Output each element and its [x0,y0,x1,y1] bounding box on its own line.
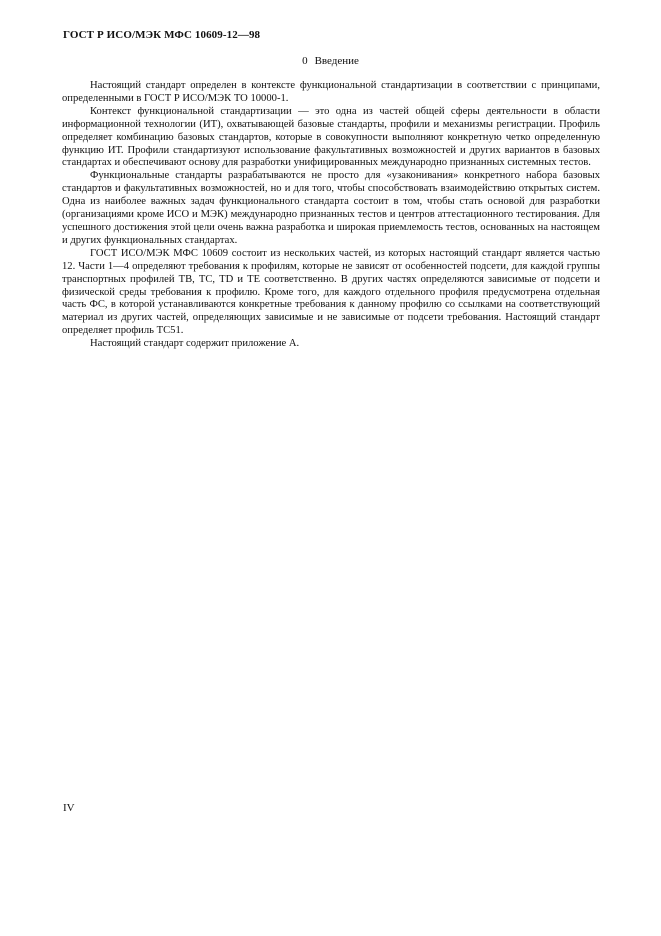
paragraph-5: Настоящий стандарт содержит приложение А. [90,338,300,350]
paragraph-3: Функциональные стандарты разрабатываются не просто для «узаконивания» конкретного набора базовых стандартов и факультативных возможностей, но и для того, чтобы способствовать взаимодействию открытых систем. Одна из наиболее важных задач функционального стандарта состоит в том, чтобы стать основой для разработки (организациями кроме ИСО и МЭК) международно признанных тестов и центров аттестационного тестирования. Для успешного достижения этой цели очень важна разработка и широкая приемлемость тестов, основанных на настоящем и других функциональных стандартах. [62,170,600,246]
section-heading: Введение [314,55,359,67]
section-number: 0 [302,55,308,67]
paragraph-1: Настоящий стандарт определен в контексте функциональной стандартизации в соответствии с принципами, определенными в ГОСТ Р ИСО/МЭК ТО 10000-1. [62,80,600,104]
page-number: IV [63,802,75,814]
paragraph-4: ГОСТ ИСО/МЭК МФС 10609 состоит из нескольких частей, из которых настоящий стандарт является частью 12. Части 1—4 определяют требования к профилям, которые не зависят от особенностей подсети, для каждой группы транспортных профилей ТВ, ТС, TD и ТЕ соответственно. В других частях определяются зависимые от подсети и физической среды требования к профилю. Кроме того, для каждого отдельного профиля предусмотрена отдельная часть ФС, в которой устанавливаются конкретные требования к данному профилю со ссылками на соответствующий материал из других частей, определяющих зависимые и не зависимые от подсети требования. Настоящий стандарт определяет профиль ТС51. [62,247,600,337]
paragraph-2: Контекст функциональной стандартизации — это одна из частей общей сферы деятельности в области информационной технологии (ИТ), охватывающей базовые стандарты, профили и механизмы регистрации. Профиль определяет комбинацию базовых стандартов, которые в совокупности выполняют конкретную четко определенную функцию ИТ. Профили стандартизуют использование факультативных возможностей и других вариантов в базовых стандартах и обеспечивают основу для разработки унифицированных международно признанных системных тестов. [62,105,600,169]
section-title [0,55,661,67]
introduction-body [62,80,600,351]
document-header: ГОСТ Р ИСО/МЭК МФС 10609-12—98 [63,29,261,41]
